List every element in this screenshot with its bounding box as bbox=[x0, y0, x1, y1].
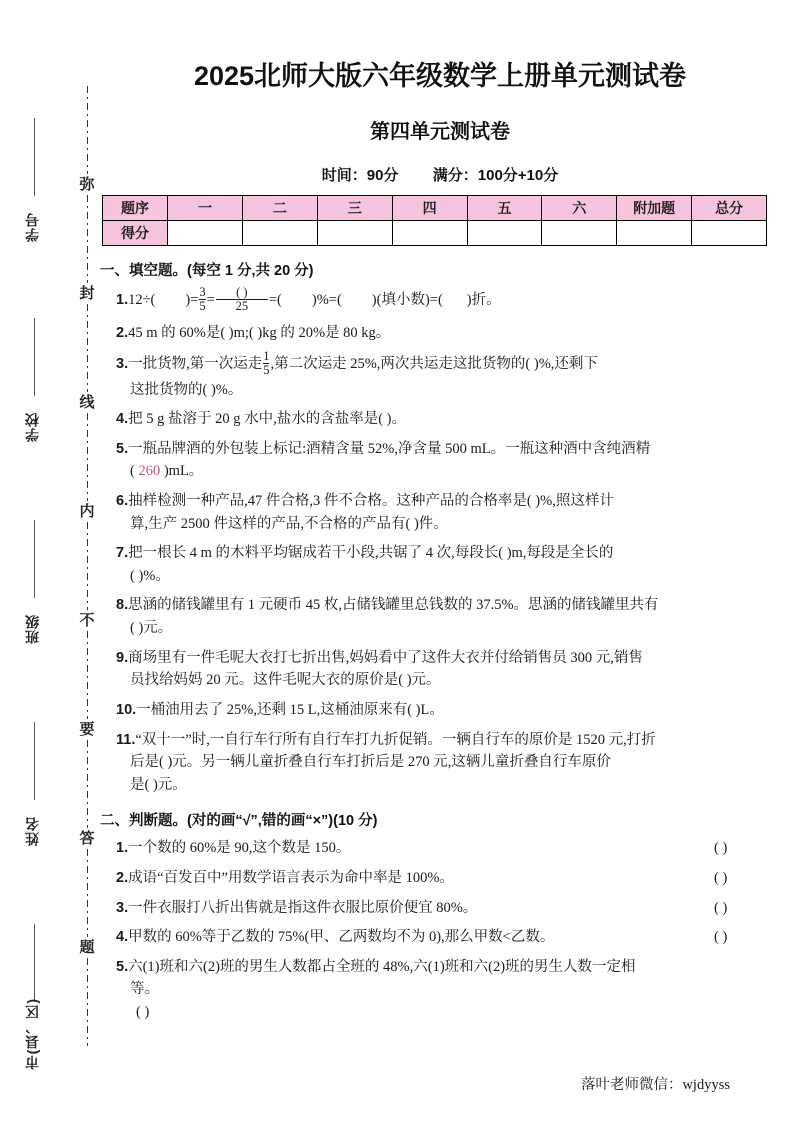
exam-paper-body bbox=[100, 0, 780, 1122]
q3-line1a: 一批货物,第一次运走 bbox=[128, 356, 263, 373]
question-number: 5. bbox=[116, 440, 129, 457]
seal-dash-segment bbox=[87, 849, 88, 937]
question-text: 甲数的 60%等于乙数的 75%(甲、乙两数均不为 0),那么甲数<乙数。 bbox=[128, 929, 555, 946]
score-cell-6[interactable] bbox=[542, 221, 617, 246]
score-table-col-header-4: 四 bbox=[392, 196, 467, 221]
q9-line2: 员找给妈妈 20 元。这件毛呢大衣的原价是( )元。 bbox=[130, 672, 441, 689]
question-number: 3. bbox=[116, 899, 129, 916]
question-item bbox=[116, 408, 780, 431]
judge-text-wrap bbox=[116, 837, 708, 860]
judge-row bbox=[130, 978, 780, 1023]
question-item bbox=[116, 729, 780, 797]
seal-dashed-line bbox=[76, 86, 98, 1046]
seal-rule-3 bbox=[34, 520, 35, 598]
q1-fraction-blank-25 bbox=[216, 286, 268, 314]
q1-p2close: )%=( bbox=[311, 292, 342, 309]
q11-line1: “双十一”时,一自行车行所有自行车打九折促销。一辆自行车的原价是 1520 元,打折 bbox=[135, 731, 656, 748]
score-table-col-header-0: 题序 bbox=[103, 196, 168, 221]
exam-meta-line bbox=[100, 164, 780, 185]
question-number: 6. bbox=[116, 493, 129, 510]
question-item bbox=[116, 956, 780, 1024]
q5-line2 bbox=[130, 460, 780, 483]
q1-p3close: )(填小数)=( bbox=[371, 292, 443, 309]
question-text: 一个数的 60%是 90,这个数是 150。 bbox=[128, 840, 351, 857]
section-title-fill-in-blank: 一、填空题。(每空 1 分,共 20 分) bbox=[100, 263, 314, 279]
seal-dash-char-6: 答 bbox=[79, 830, 95, 847]
question-number: 3. bbox=[116, 356, 129, 373]
score-cell-1[interactable] bbox=[168, 221, 243, 246]
q3-frac-denominator: 5 bbox=[263, 363, 270, 378]
seal-label-class: 班级 bbox=[24, 614, 40, 644]
question-item bbox=[116, 490, 780, 535]
q1-frac1-denominator: 5 bbox=[199, 299, 206, 314]
q8-line1: 思涵的储钱罐里有 1 元硬币 45 枚,占储钱罐里总钱数的 37.5%。思涵的储钱罐里共有 bbox=[128, 597, 659, 614]
q11-line2: 后是( )元。另一辆儿童折叠自行车打折后是 270 元,这辆儿童折叠自行车原价 bbox=[130, 754, 611, 771]
question-number: 7. bbox=[116, 545, 129, 562]
q7-line1: 把一根长 4 m 的木料平均锯成若干小段,共锯了 4 次,每段长( )m,每段是全长的 bbox=[128, 545, 614, 562]
judge-answer-paren[interactable]: ( ) bbox=[714, 899, 728, 916]
question-number: 11. bbox=[116, 731, 136, 748]
question-text: 一桶油用去了 25%,还剩 15 L,这桶油原来有( )L。 bbox=[136, 701, 444, 718]
question-text: 成语“百发百中”用数学语言表示为命中率是 100%。 bbox=[128, 869, 454, 886]
seal-label-school: 学校 bbox=[24, 412, 40, 442]
score-table-col-header-6: 六 bbox=[542, 196, 617, 221]
q1-eq2: =( bbox=[268, 292, 282, 309]
seal-dash-segment bbox=[87, 958, 88, 1046]
score-cell-5[interactable] bbox=[467, 221, 542, 246]
q5-line1: 一瓶品牌酒的外包装上标记:酒精含量 52%,净含量 500 mL。一瓶这种酒中含纯酒精 bbox=[128, 440, 651, 457]
q6-line2: 算,生产 2500 件这样的产品,不合格的产品有( )件。 bbox=[130, 515, 448, 532]
q9-line1: 商场里有一件毛呢大衣打七折出售,妈妈看中了这件大衣并付给销售员 300 元,销售 bbox=[128, 649, 643, 666]
score-table-col-header-1: 一 bbox=[168, 196, 243, 221]
question-number: 2. bbox=[116, 869, 129, 886]
question-item bbox=[116, 926, 780, 949]
score-table-score-row bbox=[103, 221, 767, 246]
question-item bbox=[116, 867, 780, 890]
judge-answer-paren[interactable]: ( ) bbox=[136, 1004, 150, 1021]
judge-answer-paren[interactable]: ( ) bbox=[714, 869, 728, 886]
seal-dash-char-5: 要 bbox=[79, 721, 95, 738]
question-item bbox=[116, 542, 780, 587]
seal-dash-segment bbox=[87, 740, 88, 828]
page-title: 2025北师大版六年级数学上册单元测试卷 bbox=[193, 61, 687, 91]
question-number: 2. bbox=[116, 324, 129, 341]
score-cell-extra[interactable] bbox=[617, 221, 692, 246]
seal-margin-area bbox=[0, 0, 100, 1122]
score-table-row-label: 得分 bbox=[103, 221, 168, 246]
question-item bbox=[116, 287, 780, 315]
footer-watermark-note: 落叶老师微信：wjdyyss bbox=[580, 1077, 730, 1093]
q1-p1close: )= bbox=[185, 292, 199, 309]
judge-row bbox=[116, 837, 780, 860]
question-number: 4. bbox=[116, 411, 129, 428]
q1-frac2-denominator: 25 bbox=[216, 299, 268, 313]
q5-paren-open: ( bbox=[130, 463, 139, 480]
score-table bbox=[102, 195, 767, 246]
judge-row bbox=[116, 926, 780, 949]
judge-text-wrap bbox=[116, 926, 708, 949]
question-text: 把 5 g 盐溶于 20 g 水中,盐水的含盐率是( )。 bbox=[128, 411, 406, 428]
judge-row bbox=[116, 897, 780, 920]
question-number: 10. bbox=[116, 701, 137, 718]
question-item bbox=[116, 322, 780, 345]
seal-label-city-county: 市(县、区) bbox=[24, 998, 40, 1070]
score-table-col-header-3: 三 bbox=[317, 196, 392, 221]
q5-paren-close: )mL。 bbox=[160, 463, 204, 480]
q11-line3: 是( )元。 bbox=[130, 776, 187, 793]
q1-p4close: )折。 bbox=[466, 292, 501, 309]
unit-subtitle: 第四单元测试卷 bbox=[370, 121, 510, 143]
q1-frac1-numerator: 3 bbox=[199, 285, 206, 299]
q3-fraction-1-5 bbox=[263, 350, 269, 378]
q1-frac2-numerator[interactable]: ( ) bbox=[236, 285, 248, 299]
seal-dash-segment bbox=[87, 522, 88, 610]
judge-answer-paren[interactable]: ( ) bbox=[714, 929, 728, 946]
q3-line1b: ,第二次运走 25%,两次共运走这批货物的( )%,还剩下 bbox=[270, 356, 598, 373]
exam-time-label: 时间：90分 bbox=[321, 167, 399, 184]
score-cell-4[interactable] bbox=[392, 221, 467, 246]
score-table-col-header-7: 附加题 bbox=[617, 196, 692, 221]
question-number: 1. bbox=[116, 840, 129, 857]
score-cell-total[interactable] bbox=[692, 221, 767, 246]
question-item bbox=[116, 837, 780, 860]
seal-dash-char-1: 封 bbox=[79, 285, 95, 302]
q1-fraction-3-5 bbox=[199, 286, 205, 314]
exam-total-label: 满分：100分+10分 bbox=[432, 167, 559, 184]
question-item bbox=[116, 594, 780, 639]
seal-rule-5 bbox=[34, 924, 35, 1002]
seal-dash-segment bbox=[87, 631, 88, 719]
question-number: 1. bbox=[116, 292, 129, 309]
judge-answer-paren[interactable]: ( ) bbox=[714, 840, 728, 857]
seal-dash-segment bbox=[87, 195, 88, 283]
seal-dash-char-3: 内 bbox=[79, 503, 95, 520]
seal-dash-segment bbox=[87, 86, 88, 174]
judge-text-wrap bbox=[116, 867, 708, 890]
judge-text-wrap bbox=[116, 897, 708, 920]
seal-label-student-id: 学号 bbox=[24, 212, 40, 242]
seal-dash-char-0: 弥 bbox=[79, 176, 95, 193]
q3-frac-numerator: 1 bbox=[263, 349, 270, 364]
seal-rule-1 bbox=[34, 118, 35, 196]
q-judge5-line1: 六(1)班和六(2)班的男生人数都占全班的 48%,六(1)班和六(2)班的男生人数一定相 bbox=[128, 958, 636, 975]
seal-dash-char-4: 不 bbox=[79, 612, 95, 629]
question-number: 4. bbox=[116, 929, 129, 946]
question-item bbox=[116, 351, 780, 401]
seal-dash-segment bbox=[87, 413, 88, 501]
score-cell-2[interactable] bbox=[242, 221, 317, 246]
score-cell-3[interactable] bbox=[317, 221, 392, 246]
q6-line1: 抽样检测一种产品,47 件合格,3 件不合格。这种产品的合格率是( )%,照这样计 bbox=[128, 493, 614, 510]
q7-line2: ( )%。 bbox=[130, 567, 170, 584]
question-number: 8. bbox=[116, 597, 129, 614]
q8-line2: ( )元。 bbox=[130, 620, 173, 637]
seal-dash-segment bbox=[87, 304, 88, 392]
seal-rule-4 bbox=[34, 722, 35, 800]
score-table-header-row bbox=[103, 196, 767, 221]
score-table-col-header-2: 二 bbox=[242, 196, 317, 221]
question-number: 9. bbox=[116, 649, 129, 666]
question-text: 一件衣服打八折出售就是指这件衣服比原价便宜 80%。 bbox=[128, 899, 478, 916]
seal-dash-char-2: 线 bbox=[79, 394, 95, 411]
q1-eq1: = bbox=[206, 292, 215, 309]
q3-line2: 这批货物的( )%。 bbox=[130, 381, 243, 398]
q1-lead: 12÷( bbox=[128, 292, 156, 309]
seal-rule-2 bbox=[34, 318, 35, 396]
question-item bbox=[116, 897, 780, 920]
seal-label-name: 姓名 bbox=[24, 816, 40, 846]
section-title-true-false: 二、判断题。(对的画“√”,错的画“×”)(10 分) bbox=[100, 813, 378, 830]
question-number: 5. bbox=[116, 958, 129, 975]
question-item bbox=[116, 438, 780, 483]
question-item bbox=[116, 699, 780, 722]
judge-row bbox=[116, 867, 780, 890]
score-table-col-header-5: 五 bbox=[467, 196, 542, 221]
question-item bbox=[116, 647, 780, 692]
question-text: 45 m 的 60%是( )m;( )kg 的 20%是 80 kg。 bbox=[128, 324, 391, 341]
q5-filled-answer[interactable]: 260 bbox=[138, 463, 161, 480]
score-table-col-header-8: 总分 bbox=[692, 196, 767, 221]
q-judge5-line2: 等。 bbox=[130, 981, 159, 998]
seal-dash-char-7: 题 bbox=[79, 939, 95, 956]
